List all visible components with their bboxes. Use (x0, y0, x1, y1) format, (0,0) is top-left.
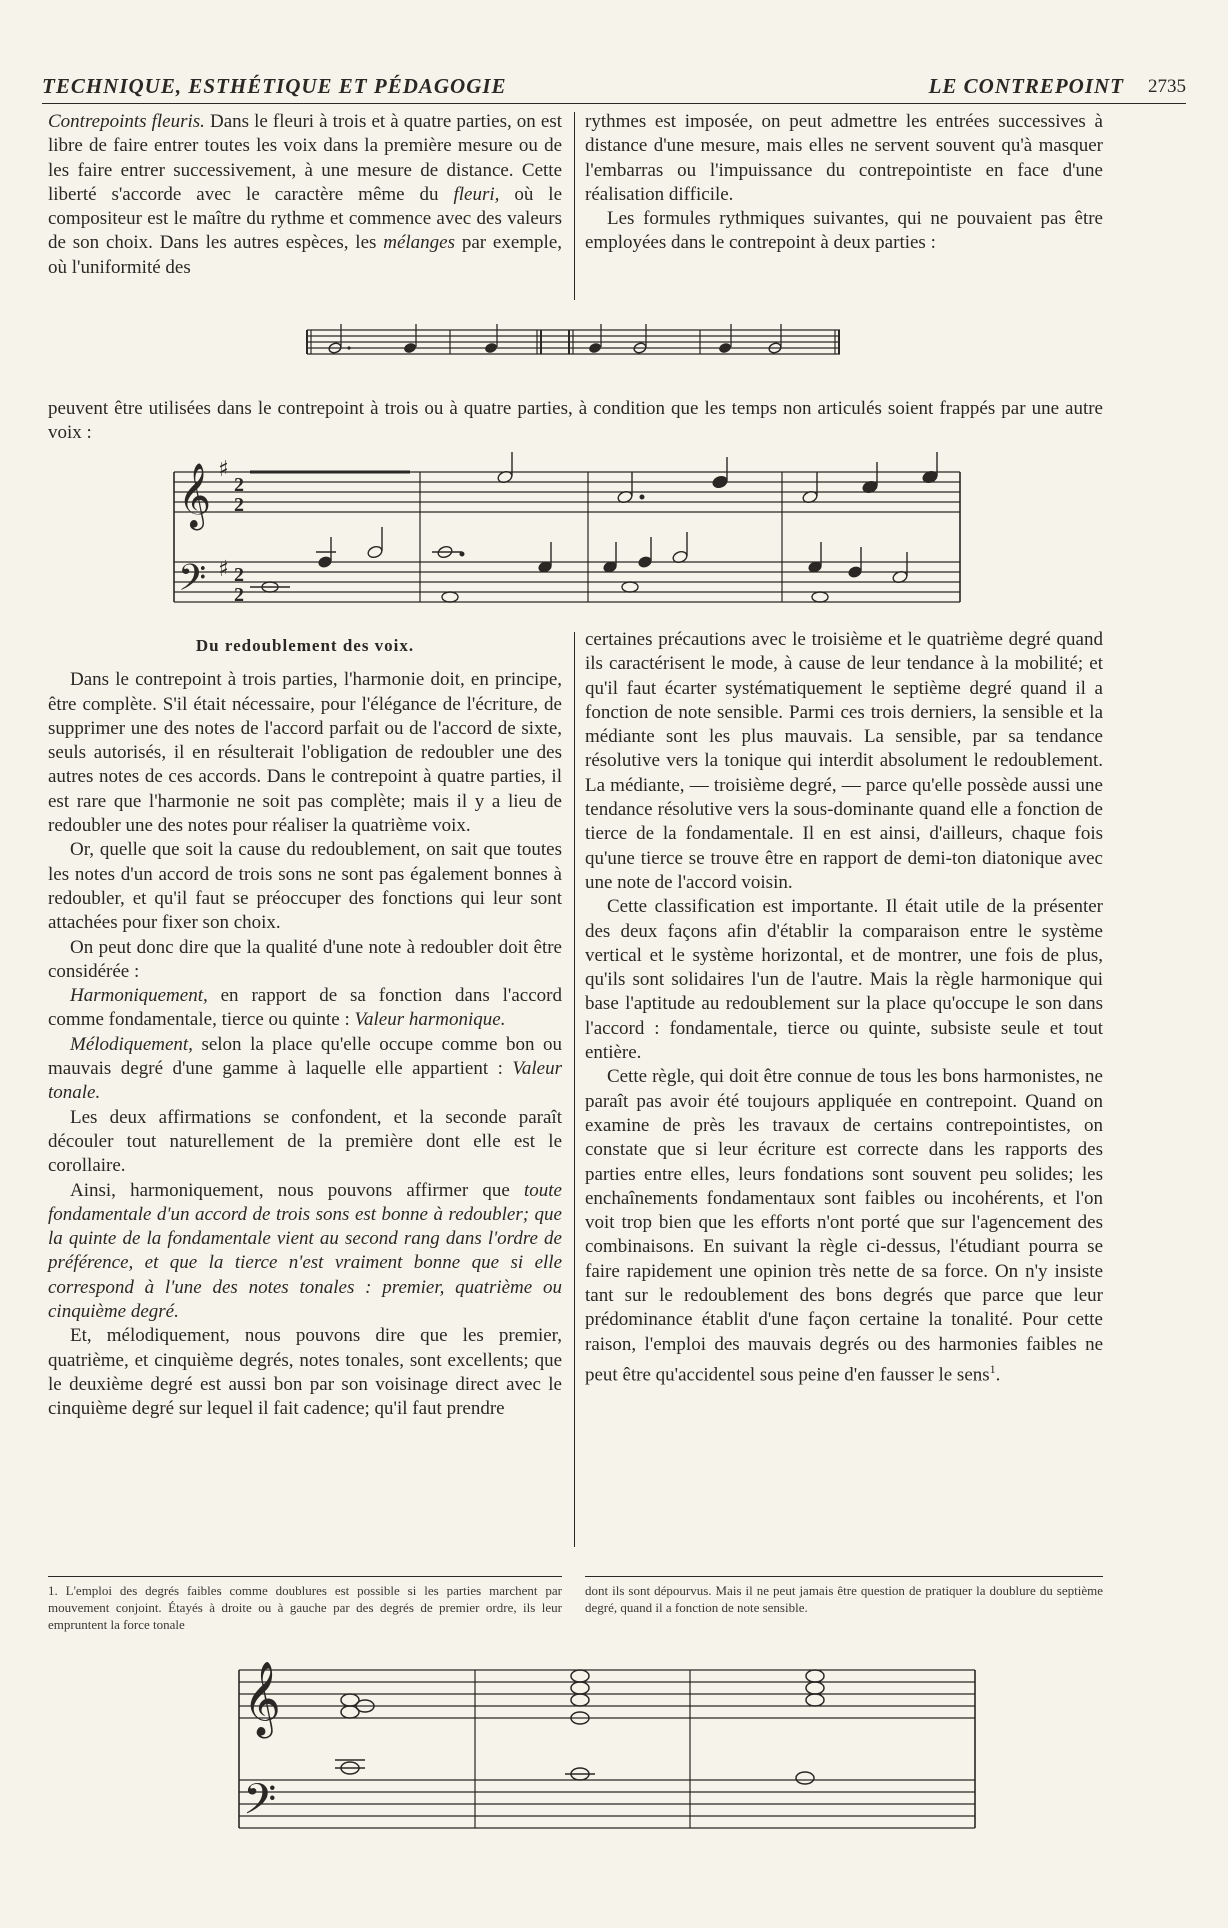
time-signature-denominator: 2 (234, 494, 244, 516)
three-voice-score-example (170, 452, 970, 617)
text-run: Cette règle, qui doit être connue de tous les bons harmonistes, ne paraît pas avoir été toujours appliquée en contrepoint. Quand on examine de près les travaux de certains contrepointistes, on constate que si leur écriture est correcte dans les rapports des parties entre elles, leurs fondations sont souvent peu solides; les enchaînements fondamentaux sont faibles ou incohérents, et l'on voit trop bien que les efforts n'ont porté que sur l'agencement des combinaisons. En suivant la règle ci-dessus, l'étudiant pourra se faire rapidement une opinion très nette de sa force. On n'y insiste tant sur le redoublement des bons degrés que parce que leur prédominance établit d'une façon certaine la tonalité. Pour cette raison, l'emploi des mauvais degrés ou des harmonies faibles ne peut être qu'accidentel sous peine d'en fausser le sens (585, 1066, 1103, 1386)
paragraph (48, 1179, 562, 1325)
top-right-column (585, 110, 1103, 256)
paragraph: certaines précautions avec le troisième et le quatrième degré quand ils caractérisent le mode, à cause de leur tendance à la mobilité; et qu'il faut écarter systématiquement le septième degré quand il a fonction de note sensible. Parmi ces trois derniers, la sensible et la médiante sont les plus mauvais. La sensible, par sa tendance résolutive vers la tonique qui interdit absolument le redoublement. La médiante, — troisième degré, — parce qu'elle possède aussi une tendance résolutive vers la sous-dominante quand elle a fonction de tierce de la fondamentale. Il en est ainsi, d'ailleurs, chaque fois qu'une tierce se trouve être en rapport de demi-ton diatonique avec une note de l'accord voisin. (585, 629, 1103, 893)
paragraph: peuvent être utilisées dans le contrepoint à trois ou à quatre parties, à condition que les temps non articulés soient frappés par une autre voix : (48, 398, 1103, 444)
column-divider (574, 632, 575, 1547)
column-divider (574, 112, 575, 300)
running-header (42, 74, 1186, 104)
text-run: où le compositeur est le maître du rythme et commence avec des valeurs de son choix. Dans les autres espèces, les (48, 183, 563, 254)
paragraph: On peut donc dire que la qualité d'une note à redoubler doit être considérée : (48, 936, 562, 982)
treble-clef-icon: 𝄞 (178, 463, 212, 528)
text-run: Ainsi, harmoniquement, nous pouvons affirmer que (70, 1179, 524, 1201)
footnote-rule (48, 1576, 562, 1577)
paragraph: Et, mélodiquement, nous pouvons dire que les premier, quatrième, et cinquième degrés, notes tonales, sont excellents; que le deuxième degré est aussi bon par son voisinage direct avec le cinquième degré sur lequel il fait cadence; qu'il faut prendre (48, 1325, 562, 1420)
time-signature-numerator: 2 (234, 564, 244, 586)
text-run: Valeur harmonique. (354, 1009, 506, 1031)
header-section-title: TECHNIQUE, ESTHÉTIQUE ET PÉDAGOGIE (42, 74, 507, 98)
paragraph: Les formules rythmiques suivantes, qui ne pouvaient pas être employées dans le contrepoint à deux parties : (585, 208, 1103, 254)
text-run: . (995, 1364, 1001, 1386)
chord-notes (335, 1670, 824, 1784)
footnote-right (585, 1582, 1103, 1616)
top-left-column (48, 110, 562, 280)
rhythmic-formula-example (305, 322, 845, 372)
paragraph: Cette classification est importante. Il était utile de la présenter des deux façons afin d'établir la comparaison entre le système vertical et le système horizontal, et de montrer, une fois de plus, qu'ils sont solidaires l'un de l'autre. Mais la règle harmonique qui base l'aptitude au redoublement sur la place qu'occupe le son dans l'accord : fondamentale, tierce ou quinte, subsiste seule et tout entière. (585, 896, 1103, 1064)
run-in-heading: Contrepoints fleuris. (48, 111, 205, 132)
header-rule (42, 103, 1186, 104)
paragraph: Les deux affirmations se confondent, et la seconde paraît découler tout naturellement de la première dont elle est le corollaire. (48, 1106, 562, 1177)
text-run: fleuri, (453, 183, 500, 205)
footnote-text: dont ils sont dépourvus. Mais il ne peut jamais être question de pratiquer la doublure du septième degré, quand il a fonction de note sensible. (585, 1583, 1103, 1615)
sharp-icon: ♯ (218, 557, 229, 582)
footnote-text: 1. L'emploi des degrés faibles comme doublures est possible si les parties marchent par mouvement conjoint. Étayés à droite ou à gauche par des degrés de premier ordre, ils leur empruntent la force tonale (48, 1583, 562, 1632)
footnote-left (48, 1582, 562, 1633)
text-run: Mélodiquement, (70, 1033, 193, 1055)
paragraph: Or, quelle que soit la cause du redoublement, on sait que toutes les notes d'un accord de trois sons ne sont pas également bonnes à redoubler, et qu'il faut se préoccuper des fonctions qui leur sont attachées pour fixer son choix. (48, 839, 562, 934)
text-run: toute fondamentale d'un accord de trois sons est bonne à redoubler; que la quinte de la fondamentale vient au second rang dans l'ordre de préférence, et que la tierce n'est vraiment bonne que si elle correspond à l'une des notes tonales : premier, quatrième ou cinquième degré. (48, 1179, 562, 1323)
footnote-marker: 1 (989, 1361, 996, 1376)
paragraph (48, 110, 562, 280)
paragraph (48, 984, 562, 1033)
text-run: Harmoniquement, (70, 985, 208, 1007)
bottom-left-column (48, 634, 562, 1422)
rhythm-notes (328, 324, 782, 354)
footnote-rule (585, 1576, 1103, 1577)
page-number: 2735 (1148, 76, 1186, 97)
paragraph (48, 1033, 562, 1106)
paragraph: Dans le contrepoint à trois parties, l'harmonie doit, en principe, être complète. S'il était nécessaire, pour l'élégance de l'écriture, de supprimer une des notes de l'accord parfait ou de l'accord de sixte, seuls autorisés, il en résulterait l'obligation de redoubler une des autres notes de ces accords. Dans le contrepoint à quatre parties, il est rare que l'harmonie ne soit pas complète; mais il y a lieu de redoubler une des notes pour réaliser la quatrième voix. (48, 669, 562, 837)
bass-clef-icon: 𝄢 (243, 1775, 277, 1835)
paragraph (585, 1065, 1103, 1387)
text-run: Valeur tonale. (48, 1058, 562, 1104)
paragraph: rythmes est imposée, on peut admettre les entrées successives à distance d'une mesure, mais elles ne servent souvent qu'à masquer l'embarras ou l'impuissance du contrepointiste en face d'une réalisation difficile. (585, 111, 1103, 205)
header-chapter-title: LE CONTREPOINT (928, 74, 1124, 98)
time-signature-denominator: 2 (234, 584, 244, 606)
text-run: en rapport de sa fonction dans l'accord comme fondamentale, tierce ou quinte : (48, 985, 562, 1031)
bottom-right-column (585, 628, 1103, 1388)
upper-voice-notes (250, 452, 938, 504)
sharp-icon: ♯ (218, 457, 229, 482)
full-width-paragraph (48, 397, 1103, 446)
lower-voice-notes (250, 527, 908, 602)
text-run: selon la place qu'elle occupe comme bon ou mauvais degré d'une gamme à laquelle elle appartient : (48, 1033, 562, 1080)
section-heading: Du redoublement des voix. (195, 636, 415, 655)
text-run: Dans le fleuri à trois et à quatre parties, on est libre de faire entrer toutes les voix dans la première mesure ou de les faire entrer successivement, à une mesure de distance. Cette liberté s'accorde avec le caractère même du (48, 111, 562, 205)
treble-clef-icon: 𝄞 (243, 1662, 281, 1736)
chord-doubling-example (235, 1650, 985, 1850)
bass-clef-icon: 𝄢 (178, 557, 207, 608)
text-run: par exemple, où l'uniformité des (48, 232, 563, 278)
text-run: mélanges (383, 232, 455, 254)
time-signature-numerator: 2 (234, 474, 244, 496)
